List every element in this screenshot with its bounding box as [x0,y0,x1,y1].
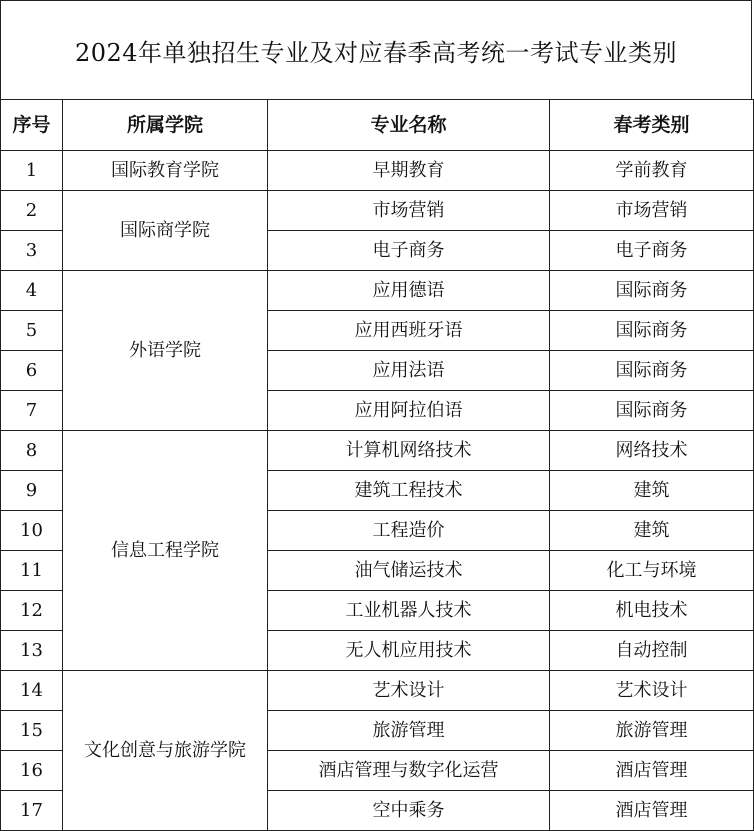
cell-college: 文化创意与旅游学院 [63,671,268,831]
cell-category: 酒店管理 [550,751,754,791]
cell-no: 4 [1,271,63,311]
cell-no: 8 [1,431,63,471]
cell-no: 1 [1,151,63,191]
table-row [1,271,754,311]
header-row [1,100,754,151]
cell-major: 早期教育 [268,151,550,191]
cell-category: 机电技术 [550,591,754,631]
table-row [1,151,754,191]
cell-no: 10 [1,511,63,551]
cell-college: 国际商学院 [63,191,268,271]
cell-major: 空中乘务 [268,791,550,831]
table-body [1,151,754,831]
cell-category: 建筑 [550,471,754,511]
table-row [1,191,754,231]
header-college: 所属学院 [63,100,268,151]
header-major: 专业名称 [268,100,550,151]
cell-category: 酒店管理 [550,791,754,831]
header-category: 春考类别 [550,100,754,151]
cell-major: 应用阿拉伯语 [268,391,550,431]
cell-major: 无人机应用技术 [268,631,550,671]
cell-major: 计算机网络技术 [268,431,550,471]
cell-category: 自动控制 [550,631,754,671]
cell-major: 建筑工程技术 [268,471,550,511]
majors-table [0,99,754,831]
cell-category: 市场营销 [550,191,754,231]
cell-major: 应用德语 [268,271,550,311]
cell-category: 国际商务 [550,311,754,351]
cell-major: 酒店管理与数字化运营 [268,751,550,791]
cell-no: 9 [1,471,63,511]
cell-major: 应用西班牙语 [268,311,550,351]
cell-category: 旅游管理 [550,711,754,751]
cell-major: 应用法语 [268,351,550,391]
table-row [1,431,754,471]
cell-category: 建筑 [550,511,754,551]
cell-no: 11 [1,551,63,591]
header-no: 序号 [1,100,63,151]
document-title: 2024年单独招生专业及对应春季高考统一考试专业类别 [0,0,752,99]
cell-no: 14 [1,671,63,711]
cell-category: 国际商务 [550,351,754,391]
table-row [1,671,754,711]
cell-category: 学前教育 [550,151,754,191]
cell-no: 16 [1,751,63,791]
cell-major: 市场营销 [268,191,550,231]
cell-category: 国际商务 [550,271,754,311]
cell-category: 艺术设计 [550,671,754,711]
cell-category: 网络技术 [550,431,754,471]
cell-college: 国际教育学院 [63,151,268,191]
cell-major: 工业机器人技术 [268,591,550,631]
cell-major: 艺术设计 [268,671,550,711]
cell-college: 信息工程学院 [63,431,268,671]
cell-no: 3 [1,231,63,271]
cell-no: 13 [1,631,63,671]
cell-no: 15 [1,711,63,751]
cell-category: 国际商务 [550,391,754,431]
cell-no: 17 [1,791,63,831]
cell-category: 电子商务 [550,231,754,271]
cell-category: 化工与环境 [550,551,754,591]
cell-major: 电子商务 [268,231,550,271]
cell-major: 油气储运技术 [268,551,550,591]
cell-college: 外语学院 [63,271,268,431]
cell-no: 5 [1,311,63,351]
cell-no: 2 [1,191,63,231]
cell-no: 7 [1,391,63,431]
cell-major: 工程造价 [268,511,550,551]
cell-no: 12 [1,591,63,631]
cell-no: 6 [1,351,63,391]
cell-major: 旅游管理 [268,711,550,751]
